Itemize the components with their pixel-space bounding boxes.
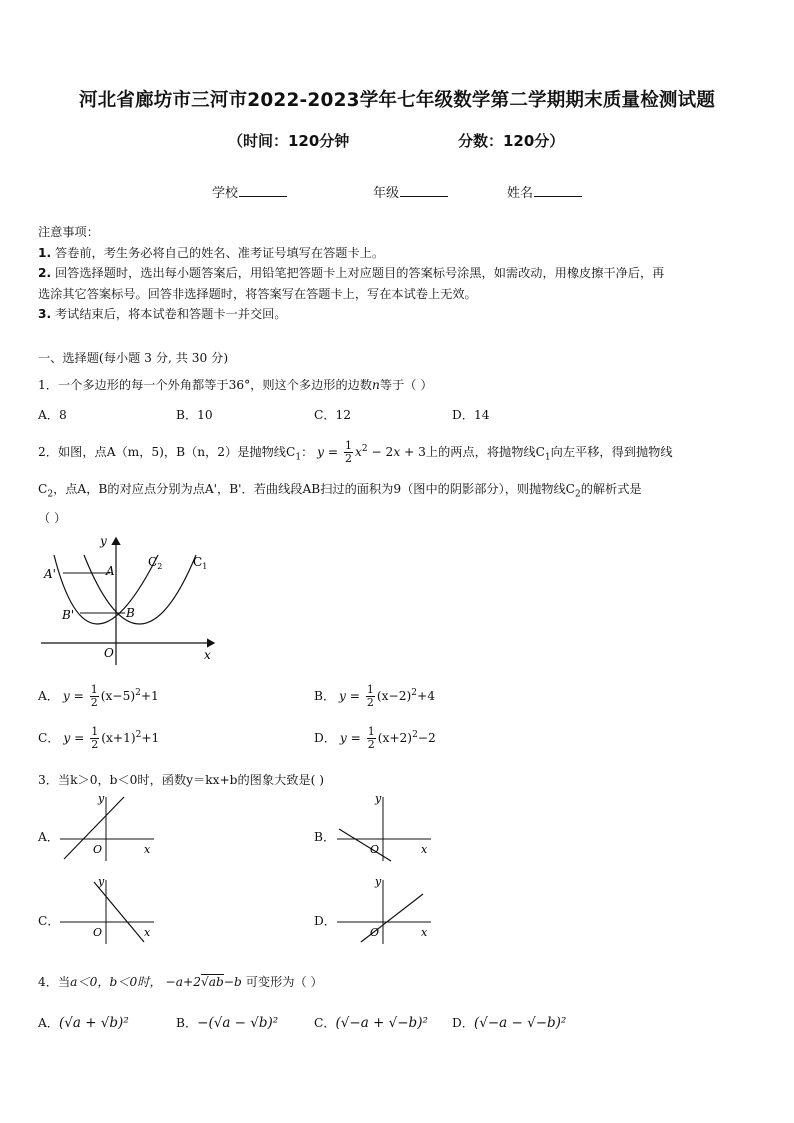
q3-graph-b (335, 793, 435, 863)
q2-line3: （ ） (38, 511, 67, 525)
point-b-prime-label: B' (62, 608, 75, 622)
exam-time: （时间：120分钟 (228, 132, 350, 150)
q1-option-c[interactable]: C．12 (314, 408, 352, 422)
q3-option-b[interactable]: B． (314, 830, 336, 844)
note-3: 3. 考试结束后，将本试卷和答题卡一并交回。 (38, 307, 287, 321)
page-title: 河北省廊坊市三河市2022-2023学年七年级数学第二学期期末质量检测试题 (78, 90, 716, 111)
school-blank (239, 185, 287, 197)
q1-option-d[interactable]: D．14 (452, 408, 490, 422)
note-2: 2. 回答选择题时，选出每小题答案后，用铅笔把答题卡上对应题目的答案标号涂黑，如需改动，用橡皮擦干净后，再 (38, 266, 665, 280)
school-field (212, 182, 287, 201)
q4-option-d[interactable]: D．(√−a − √−b)² (452, 1015, 567, 1031)
q2-option-c[interactable]: C． y = $\frac{1}{2}$ $(x+1)^2+1$ (38, 725, 160, 751)
svg-text:y: y (98, 793, 105, 805)
point-a-prime-label: A' (44, 567, 56, 581)
q2-option-b[interactable]: B． y = $\frac{1}{2}$ $(x-2)^2+4$ (314, 683, 435, 709)
y-axis-label: y (100, 534, 107, 548)
c1-label: $C_1$ (193, 555, 208, 571)
svg-text:y: y (98, 876, 105, 888)
notes-block (38, 222, 664, 325)
q4-stem: 4．当a＜0，b＜0时， −a+2√ab−b 可变形为（ ） (38, 975, 323, 989)
q1-option-b[interactable]: B．10 (176, 408, 213, 422)
q3-graph-a (58, 793, 158, 863)
q2-parabola-figure (36, 533, 226, 668)
svg-text:O: O (93, 843, 103, 856)
grade-field (373, 182, 448, 201)
svg-text:O: O (370, 926, 380, 939)
svg-text:O: O (370, 843, 380, 856)
q4-option-a[interactable]: A．(√a + √b)² (38, 1015, 129, 1031)
q3-stem: 3．当k＞0，b＜0时，函数y＝kx+b的图象大致是( ) (38, 773, 324, 787)
svg-text:x: x (421, 926, 428, 939)
name-label: 姓名 (507, 186, 534, 201)
q3-option-c[interactable]: C． (38, 914, 60, 928)
origin-label: O (104, 646, 114, 660)
q3-graph-d (335, 876, 435, 946)
q3-option-d[interactable]: D． (314, 914, 336, 928)
q1-stem: 1．一个多边形的每一个外角都等于36°，则这个多边形的边数n等于（ ） (38, 378, 433, 392)
svg-text:y: y (375, 876, 382, 888)
grade-label: 年级 (373, 186, 400, 201)
svg-text:x: x (421, 843, 428, 856)
c2-label: $C_2$ (148, 555, 163, 571)
q2-line2: $C_2$，点A，B的对应点分别为点A'，B'．若曲线段AB扫过的面积为9（图中的阴影部分），则抛物线$C_2$的解析式是 (38, 482, 642, 500)
point-a-label: A (106, 564, 115, 578)
section-heading: 一、选择题(每小题 3 分, 共 30 分) (38, 351, 229, 365)
q3-graph-c (58, 876, 158, 946)
svg-text:O: O (93, 926, 103, 939)
point-b-label: B (126, 606, 135, 620)
q3-option-a[interactable]: A． (38, 830, 59, 844)
notes-heading: 注意事项： (38, 225, 99, 239)
school-label: 学校 (212, 186, 239, 201)
q1-option-a[interactable]: A．8 (38, 408, 67, 422)
name-blank (534, 185, 582, 197)
svg-text:x: x (144, 926, 151, 939)
exam-score: 分数：120分） (458, 132, 565, 150)
parabola-c1 (84, 555, 196, 624)
q2-option-d[interactable]: D． y = $\frac{1}{2}$ $(x+2)^2-2$ (314, 725, 436, 751)
grade-blank (400, 185, 448, 197)
note-1: 1. 答卷前，考生务必将自己的姓名、准考证号填写在答题卡上。 (38, 245, 385, 260)
q4-option-c[interactable]: C．(√−a + √−b)² (314, 1015, 428, 1031)
q2-line1: 2．如图，点A（m，5)，B（n，2）是抛物线$C_1$： y = $\frac{1}{2}$ $x^2 - 2x + 3$上的两点，将抛物线$C_1$向左平移，得到抛物线 (38, 439, 673, 465)
note-2-cont: 选涂其它答案标号。回答非选择题时，将答案写在答题卡上，写在本试卷上无效。 (38, 286, 477, 301)
x-axis-label: x (204, 648, 211, 662)
svg-text:x: x (144, 843, 151, 856)
svg-text:y: y (375, 793, 382, 805)
name-field (507, 182, 582, 201)
q4-option-b[interactable]: B．−(√a − √b)² (176, 1015, 279, 1031)
q2-option-a[interactable]: A． y = $\frac{1}{2}$ $(x-5)^2+1$ (38, 683, 159, 709)
